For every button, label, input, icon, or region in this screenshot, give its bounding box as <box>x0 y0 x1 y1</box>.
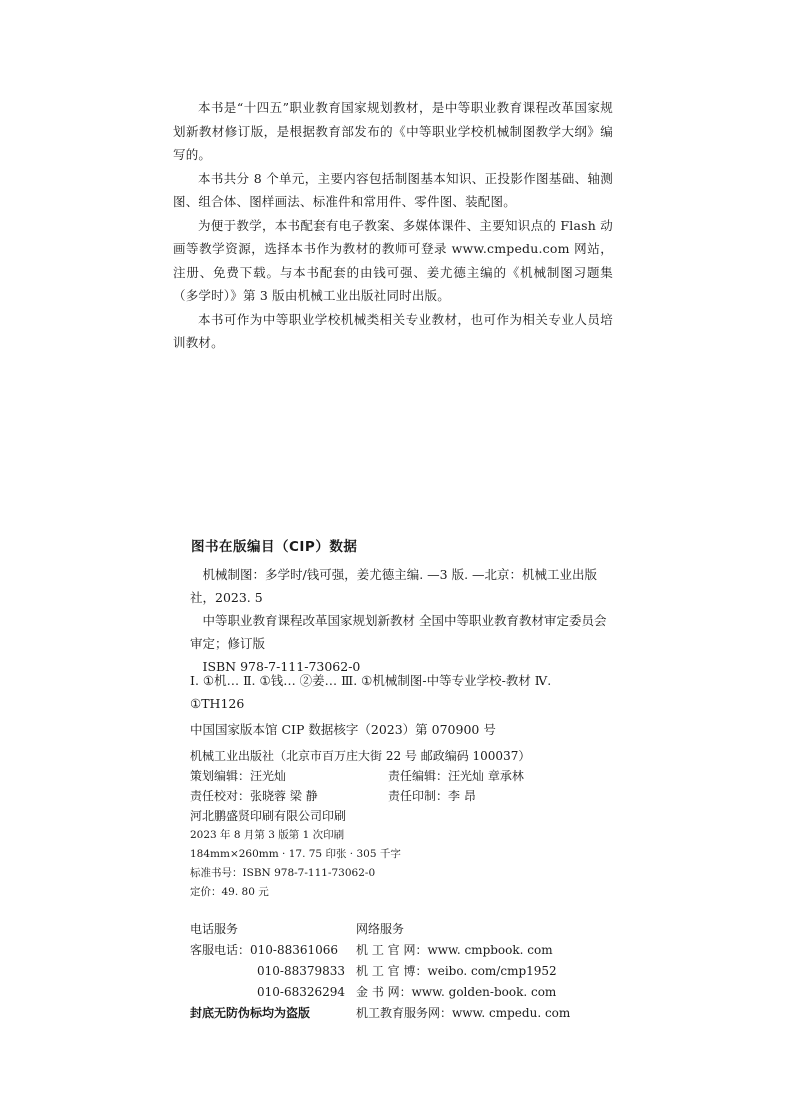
price: 定价：49. 80 元 <box>190 886 269 898</box>
intro-paragraph: 为便于教学，本书配套有电子教案、多媒体课件、主要知识点的 Flash 动画等教学资源，选择本书作为教材的教师可登录 www.cmpedu.com 网站，注册、免费下载。与本书配套的由钱可强、姜尤德主编的《机械制图习题集（多学时）》第 3 版由机械工业出版社同时出版。 <box>173 217 613 303</box>
standard-number: 标准书号：ISBN 978-7-111-73062-0 <box>190 867 376 879</box>
cip-isbn: ISBN 978-7-111-73062-0 <box>202 659 361 674</box>
intro-paragraph: 本书共分 8 个单元，主要内容包括制图基本知识、正投影作图基础、轴测图、组合体、图样画法、标准件和常用件、零件图、装配图。 <box>173 170 613 209</box>
service-row <box>190 1002 570 1023</box>
edu-service-site: 机工教育服务网：www. cmpedu. com <box>356 1006 571 1020</box>
printer: 河北鹏盛贤印刷有限公司印刷 <box>190 809 347 823</box>
service-web: 机 工 官 博：weibo. com/cmp1952 <box>356 964 557 978</box>
planning-editor: 策划编辑：汪光灿 <box>190 769 287 783</box>
cip-title: 图书在版编目（CIP）数据 <box>191 539 358 555</box>
proofreader: 责任校对：张晓蓉 梁 静 <box>190 789 318 803</box>
cip-number: 中国国家版本馆 CIP 数据核字（2023）第 070900 号 <box>190 722 496 737</box>
editors-row <box>190 766 530 786</box>
intro-paragraph: 本书可作为中等职业学校机械类相关专业教材，也可作为相关专业人员培训教材。 <box>173 311 613 350</box>
print-supervisor: 责任印制：李 昂 <box>388 789 476 803</box>
service-phone: 010-88379833 <box>257 963 346 978</box>
publisher-credits <box>190 746 530 902</box>
cip-entry-line: 中等职业教育课程改革国家规划新教材 全国中等职业教育教材审定委员会审定；修订版 <box>190 613 607 651</box>
service-web: 金 书 网：www. golden-book. com <box>356 985 557 999</box>
web-service-header: 网络服务 <box>356 922 405 936</box>
cip-entry <box>190 563 608 678</box>
anti-counterfeit-note: 封底无防伪标均为盗版 <box>190 1006 311 1020</box>
classification-text: Ⅰ. ①机… Ⅱ. ①钱… ②姜… Ⅲ. ①机械制图-中等专业学校-教材 Ⅳ. ①TH126 <box>190 673 552 711</box>
phone-service-header: 电话服务 <box>190 922 239 936</box>
cip-entry-line: 机械制图：多学时/钱可强，姜尤德主编. —3 版. —北京：机械工业出版社，2023. 5 <box>190 567 598 605</box>
service-web: 机 工 官 网：www. cmpbook. com <box>356 943 553 957</box>
service-phone: 010-68326294 <box>257 984 346 999</box>
service-phone: 客服电话：010-88361066 <box>190 943 339 957</box>
book-description <box>173 96 613 355</box>
service-row <box>190 939 570 960</box>
service-row <box>190 981 570 1002</box>
intro-paragraph: 本书是“十四五”职业教育国家规划教材，是中等职业教育课程改革国家规划新教材修订版，是根据教育部发布的《中等职业学校机械制图教学大纲》编写的。 <box>173 100 613 162</box>
service-row <box>190 960 570 981</box>
format: 184mm×260mm · 17. 75 印张 · 305 千字 <box>190 848 401 860</box>
cip-classification <box>190 669 608 715</box>
proof-row <box>190 786 530 806</box>
publisher-address: 机械工业出版社（北京市百万庄大街 22 号 邮政编码 100037） <box>190 749 531 763</box>
responsible-editor: 责任编辑：汪光灿 章承林 <box>388 769 524 783</box>
service-section <box>190 918 570 1023</box>
service-headers <box>190 918 570 939</box>
edition: 2023 年 8 月第 3 版第 1 次印刷 <box>190 829 345 841</box>
